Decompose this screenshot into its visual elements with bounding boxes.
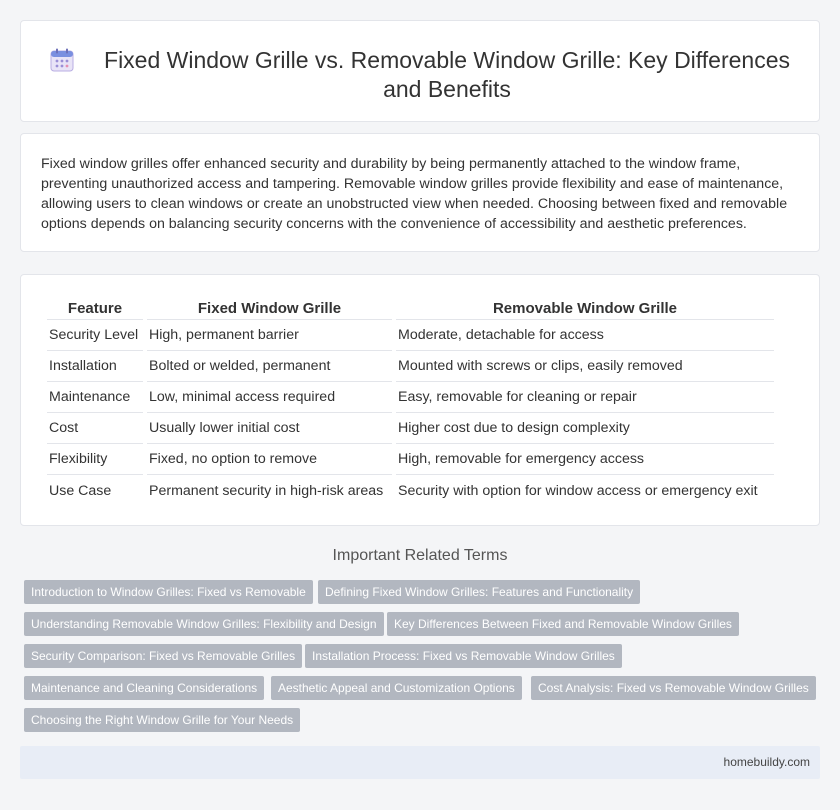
footer xyxy=(20,746,820,779)
header-removable: Removable Window Grille xyxy=(396,295,774,320)
related-term-tag[interactable]: Key Differences Between Fixed and Removable Window Grilles xyxy=(387,612,739,636)
footer-site-link[interactable]: homebuildy.com xyxy=(723,755,810,769)
comparison-table-card xyxy=(20,274,820,526)
cell-removable: Moderate, detachable for access xyxy=(396,320,774,351)
header-fixed: Fixed Window Grille xyxy=(147,295,392,320)
related-term-tag[interactable]: Security Comparison: Fixed vs Removable Grilles xyxy=(24,644,302,668)
cell-removable: High, removable for emergency access xyxy=(396,444,774,475)
cell-feature: Use Case xyxy=(49,482,112,499)
table-row xyxy=(47,351,774,382)
cell-feature: Maintenance xyxy=(47,382,143,413)
table-row xyxy=(47,475,774,506)
cell-feature: Security Level xyxy=(47,320,143,351)
comparison-table xyxy=(43,295,778,506)
related-terms-heading: Important Related Terms xyxy=(332,547,508,564)
cell-feature: Flexibility xyxy=(47,444,143,475)
related-term-tag[interactable]: Defining Fixed Window Grilles: Features and Functionality xyxy=(318,580,640,604)
cell-removable: Mounted with screws or clips, easily removed xyxy=(396,351,774,382)
cell-feature: Installation xyxy=(47,351,143,382)
intro-card xyxy=(20,133,820,252)
table-row xyxy=(47,382,774,413)
related-term-tag[interactable]: Understanding Removable Window Grilles: Flexibility and Design xyxy=(24,612,384,636)
table-row xyxy=(47,413,774,444)
related-term-tag[interactable]: Cost Analysis: Fixed vs Removable Window Grilles xyxy=(531,676,816,700)
cell-fixed: Bolted or welded, permanent xyxy=(147,351,392,382)
cell-removable: Security with option for window access or emergency exit xyxy=(398,482,758,499)
cell-fixed: Permanent security in high-risk areas xyxy=(149,482,384,499)
cell-fixed: Usually lower initial cost xyxy=(147,413,392,444)
cell-fixed: Fixed, no option to remove xyxy=(147,444,392,475)
related-term-tag[interactable]: Introduction to Window Grilles: Fixed vs Removable xyxy=(24,580,313,604)
table-header-row xyxy=(47,295,774,320)
related-term-tag[interactable]: Maintenance and Cleaning Considerations xyxy=(24,676,264,700)
cell-removable: Easy, removable for cleaning or repair xyxy=(396,382,774,413)
cell-fixed: High, permanent barrier xyxy=(147,320,392,351)
related-term-tag[interactable]: Choosing the Right Window Grille for Your Needs xyxy=(24,708,300,732)
header-feature: Feature xyxy=(47,295,143,320)
related-term-tag[interactable]: Installation Process: Fixed vs Removable Window Grilles xyxy=(305,644,622,668)
cell-fixed: Low, minimal access required xyxy=(147,382,392,413)
table-row xyxy=(47,444,774,475)
table-row xyxy=(47,320,774,351)
cell-feature: Cost xyxy=(47,413,143,444)
page-title: Fixed Window Grille vs. Removable Window Grille: Key Differences and Benefits xyxy=(104,47,790,102)
intro-paragraph: Fixed window grilles offer enhanced security and durability by being permanently attached to the window frame, preventing unauthorized access and tampering. Removable window grilles provide flexibility and ease of maintenance, allowing users to clean windows or create an unobstructed view when needed. Choosing between fixed and removable options depends on balancing security concerns with the convenience of accessibility and aesthetic preferences. xyxy=(41,156,788,232)
related-term-tag[interactable]: Aesthetic Appeal and Customization Options xyxy=(271,676,522,700)
cell-removable: Higher cost due to design complexity xyxy=(396,413,774,444)
title-card xyxy=(20,20,820,122)
